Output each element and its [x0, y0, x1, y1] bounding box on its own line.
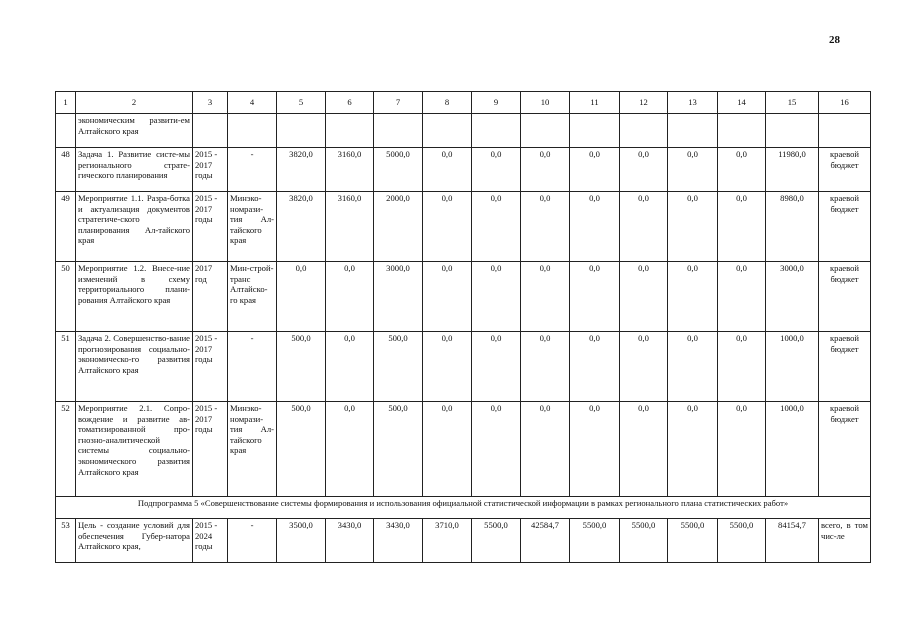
value-cell: 0,0 — [472, 262, 521, 332]
value-cell: 3430,0 — [374, 519, 423, 563]
value-cell: 0,0 — [326, 332, 374, 402]
funding-source: всего, в том чис-ле — [819, 519, 871, 563]
value-cell: 0,0 — [570, 148, 620, 192]
total-cell: 84154,7 — [766, 519, 819, 563]
row-period: 2015 - 2017 годы — [193, 332, 228, 402]
column-number: 7 — [374, 92, 423, 114]
column-number: 10 — [521, 92, 570, 114]
value-cell: 0,0 — [472, 148, 521, 192]
value-cell: 0,0 — [423, 148, 472, 192]
row-executor: - — [228, 148, 277, 192]
value-cell: 42584,7 — [521, 519, 570, 563]
value-cell: 0,0 — [668, 148, 718, 192]
value-cell: 0,0 — [718, 148, 766, 192]
funding-source: краевой бюджет — [819, 332, 871, 402]
value-cell: 0,0 — [521, 148, 570, 192]
value-cell: 500,0 — [374, 332, 423, 402]
value-cell: 0,0 — [620, 402, 668, 497]
row-period: 2015 - 2017 годы — [193, 402, 228, 497]
table-row — [56, 114, 871, 148]
row-number: 49 — [56, 192, 76, 262]
value-cell: 0,0 — [570, 192, 620, 262]
column-number: 13 — [668, 92, 718, 114]
funding-source: краевой бюджет — [819, 148, 871, 192]
column-number: 11 — [570, 92, 620, 114]
row-number: 50 — [56, 262, 76, 332]
column-number-row — [56, 92, 871, 114]
value-cell: 5500,0 — [668, 519, 718, 563]
page-number: 28 — [829, 34, 840, 46]
value-cell: 0,0 — [423, 262, 472, 332]
value-cell: 0,0 — [570, 262, 620, 332]
value-cell: 0,0 — [472, 192, 521, 262]
value-cell: 0,0 — [472, 402, 521, 497]
column-number: 15 — [766, 92, 819, 114]
row-name: Мероприятие 2.1. Сопро-вождение и развитие ав-томатизированной про-гнозно-аналитической системы социально-экономического развития Алтайского края — [76, 402, 193, 497]
column-number: 8 — [423, 92, 472, 114]
value-cell: 0,0 — [620, 192, 668, 262]
value-cell: 3500,0 — [277, 519, 326, 563]
table-row — [56, 192, 871, 262]
value-cell: 0,0 — [521, 332, 570, 402]
value-cell: 5500,0 — [718, 519, 766, 563]
row-number: 53 — [56, 519, 76, 563]
value-cell: 0,0 — [668, 332, 718, 402]
total-cell: 8980,0 — [766, 192, 819, 262]
value-cell: 500,0 — [277, 402, 326, 497]
row-name: Задача 1. Развитие систе-мы регионального страте-гического планирования — [76, 148, 193, 192]
funding-source: краевой бюджет — [819, 262, 871, 332]
value-cell: 3430,0 — [326, 519, 374, 563]
value-cell: 0,0 — [620, 262, 668, 332]
row-period: 2015 - 2017 годы — [193, 148, 228, 192]
row-executor: - — [228, 332, 277, 402]
value-cell: 5500,0 — [570, 519, 620, 563]
row-period: 2015 - 2024 годы — [193, 519, 228, 563]
value-cell: 3710,0 — [423, 519, 472, 563]
value-cell: 500,0 — [277, 332, 326, 402]
row-name: Задача 2. Совершенство-вание прогнозирования социально-экономическо-го развития Алтайского края — [76, 332, 193, 402]
table-row — [56, 148, 871, 192]
value-cell: 0,0 — [718, 332, 766, 402]
row-name: Мероприятие 1.1. Разра-ботка и актуализация документов стратегиче-ского планирования Ал-тайского края — [76, 192, 193, 262]
total-cell: 3000,0 — [766, 262, 819, 332]
row-name: Мероприятие 1.2. Внесе-ние изменений в схему территориального плани-рования Алтайского края — [76, 262, 193, 332]
value-cell: 5500,0 — [472, 519, 521, 563]
value-cell: 0,0 — [277, 262, 326, 332]
funding-source: краевой бюджет — [819, 192, 871, 262]
column-number: 6 — [326, 92, 374, 114]
row-executor: Минэко-номрази-тия Ал-тайского края — [228, 192, 277, 262]
value-cell: 0,0 — [718, 262, 766, 332]
value-cell: 0,0 — [521, 262, 570, 332]
value-cell: 0,0 — [326, 262, 374, 332]
column-number: 3 — [193, 92, 228, 114]
value-cell: 500,0 — [374, 402, 423, 497]
table-row — [56, 519, 871, 563]
row-number: 52 — [56, 402, 76, 497]
row-number: 48 — [56, 148, 76, 192]
value-cell: 0,0 — [423, 192, 472, 262]
value-cell: 3000,0 — [374, 262, 423, 332]
row-executor: Мин-строй-транс Алтайско-го края — [228, 262, 277, 332]
row-number: 51 — [56, 332, 76, 402]
value-cell: 5000,0 — [374, 148, 423, 192]
value-cell: 0,0 — [668, 402, 718, 497]
value-cell: 0,0 — [718, 402, 766, 497]
subprogram-row — [56, 497, 871, 519]
value-cell: 0,0 — [521, 192, 570, 262]
value-cell: 0,0 — [423, 402, 472, 497]
value-cell: 0,0 — [718, 192, 766, 262]
row-period: 2015 - 2017 годы — [193, 192, 228, 262]
value-cell: 3160,0 — [326, 192, 374, 262]
value-cell: 0,0 — [668, 262, 718, 332]
value-cell: 2000,0 — [374, 192, 423, 262]
column-number: 1 — [56, 92, 76, 114]
funding-source: краевой бюджет — [819, 402, 871, 497]
column-number: 2 — [76, 92, 193, 114]
value-cell: 0,0 — [570, 332, 620, 402]
value-cell: 3820,0 — [277, 192, 326, 262]
value-cell: 0,0 — [423, 332, 472, 402]
row-name: Цель - создание условий для обеспечения Губер-натора Алтайского края, — [76, 519, 193, 563]
row-name: экономическим развити-ем Алтайского края — [76, 114, 193, 148]
table-row — [56, 262, 871, 332]
value-cell: 3160,0 — [326, 148, 374, 192]
column-number: 14 — [718, 92, 766, 114]
row-executor: - — [228, 519, 277, 563]
value-cell: 0,0 — [521, 402, 570, 497]
subprogram-title: Подпрограмма 5 «Совершенствование системы формирования и использования официальной статистической информации в рамках регионального плана статистических работ» — [56, 497, 871, 519]
column-number: 12 — [620, 92, 668, 114]
row-period: 2017 год — [193, 262, 228, 332]
value-cell: 0,0 — [570, 402, 620, 497]
value-cell: 0,0 — [326, 402, 374, 497]
table-row — [56, 402, 871, 497]
column-number: 16 — [819, 92, 871, 114]
value-cell: 3820,0 — [277, 148, 326, 192]
value-cell: 0,0 — [620, 332, 668, 402]
budget-table — [55, 91, 871, 563]
column-number: 5 — [277, 92, 326, 114]
table-row — [56, 332, 871, 402]
row-executor: Минэко-номрази-тия Ал-тайского края — [228, 402, 277, 497]
value-cell: 0,0 — [668, 192, 718, 262]
value-cell: 0,0 — [620, 148, 668, 192]
total-cell: 11980,0 — [766, 148, 819, 192]
value-cell: 0,0 — [472, 332, 521, 402]
total-cell: 1000,0 — [766, 402, 819, 497]
total-cell: 1000,0 — [766, 332, 819, 402]
value-cell: 5500,0 — [620, 519, 668, 563]
column-number: 4 — [228, 92, 277, 114]
column-number: 9 — [472, 92, 521, 114]
